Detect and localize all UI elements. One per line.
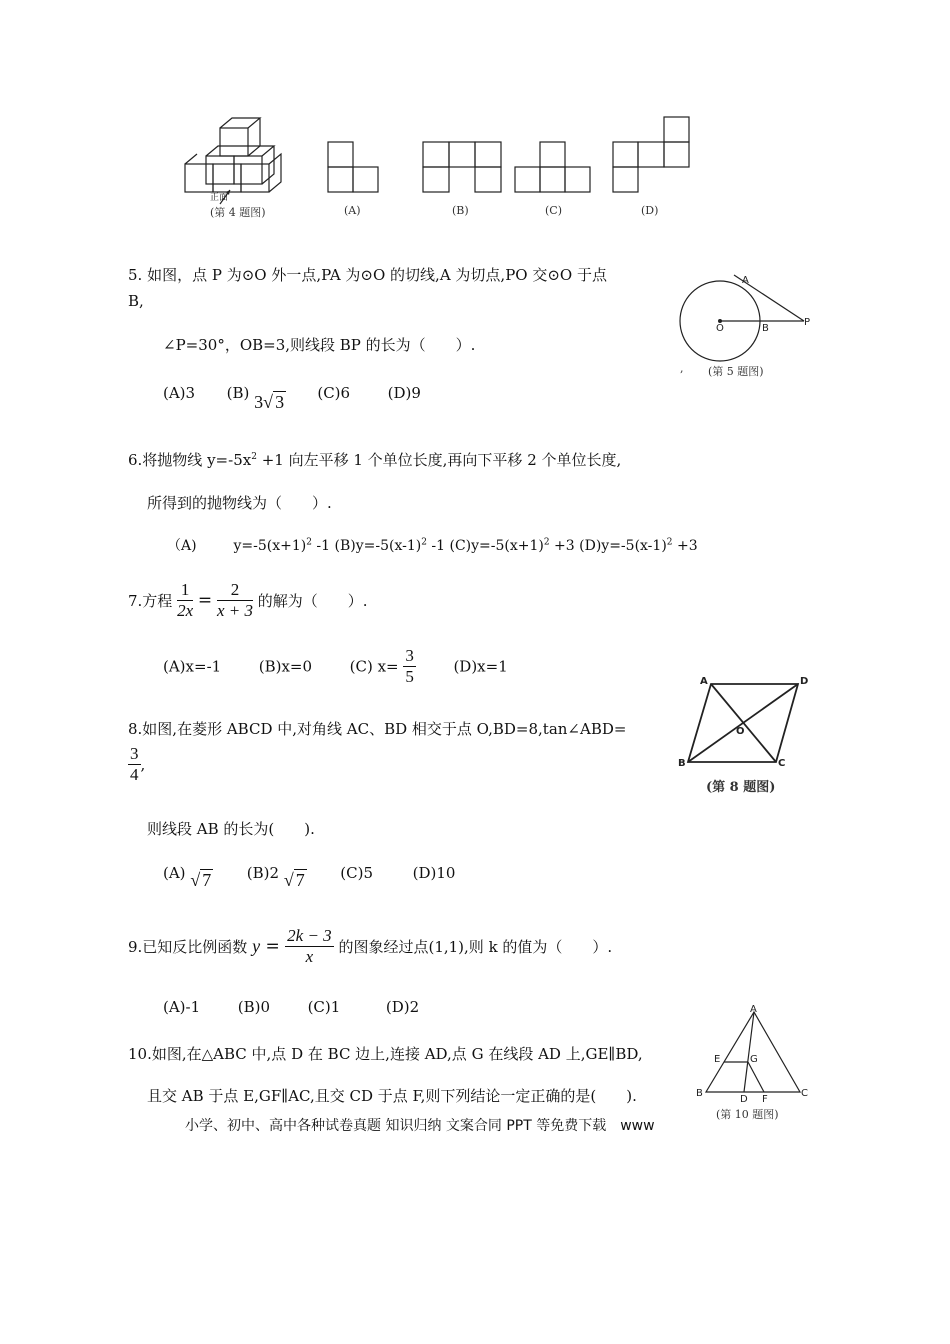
q5-point-p: P	[804, 317, 811, 328]
q8-option-b-label: (B)2	[246, 864, 280, 882]
q5-line2: ∠P=30°，OB=3,则线段 BP 的长为（ ）.	[163, 336, 476, 354]
q5-option-a: (A)3	[163, 384, 196, 402]
q7-option-d: (D)x=1	[453, 657, 508, 676]
q8-point-a: A	[700, 676, 708, 687]
q7-rhs-fraction: $\frac{2}{x + 3}$	[216, 580, 253, 620]
q4-option-a: (A)	[344, 204, 361, 217]
q10-point-g: G	[750, 1054, 758, 1065]
q5-option-b-value: 3√ 3	[254, 392, 285, 412]
q4-front-label: 正面	[210, 193, 229, 203]
q8-tan-fraction: $\frac{3}{4}$	[130, 744, 139, 784]
q5-point-o: O	[716, 323, 724, 334]
q9-options	[163, 998, 419, 1016]
q7-lhs-fraction: $\frac{1}{2x}$	[177, 580, 194, 620]
q4-option-d: (D)	[641, 204, 659, 217]
q7-stem: 7.方程 $\frac{1}{2x}$ = $\frac{2}{x + 3}$ 的解为（ ）.	[128, 580, 368, 620]
q8-fraction-line: $\frac{3}{4}$ ,	[130, 744, 146, 784]
q6-line2: 所得到的抛物线为（ ）.	[147, 494, 332, 512]
q6-line1: 6.将抛物线 $y=-5x^2 +1$ 向左平移 1 个单位长度,再向下平移 2 个单位长度,	[128, 451, 622, 469]
q7-option-b: (B)x=0	[258, 657, 313, 676]
q9-option-d: (D)2	[385, 998, 420, 1016]
q9-fraction: $\frac{2k - 3}{x}$	[287, 926, 332, 966]
q9-option-b: (B)0	[237, 998, 270, 1016]
q7-option-c-label: (C) x=	[349, 657, 399, 676]
q5-fig-caption: (第 5 题图)	[708, 365, 764, 378]
q5-figure	[672, 270, 822, 382]
q8-option-a-label: (A)	[163, 864, 186, 882]
q6-option-c: $(C)y=-5(x+1)^2 +3$	[449, 537, 575, 554]
q10-figure	[694, 1004, 814, 1126]
q7-option-a: (A)x=-1	[163, 657, 222, 676]
q5-fig-comma: ,	[680, 362, 684, 375]
q4-caption: (第 4 题图)	[210, 206, 266, 219]
q5-line1b: B,	[128, 292, 144, 310]
q4-option-b: (B)	[452, 204, 469, 217]
q10-point-d: D	[740, 1094, 748, 1105]
q9-option-a: (A)-1	[163, 998, 201, 1016]
q10-point-b: B	[696, 1088, 703, 1099]
q5-option-c: (C)6	[317, 384, 351, 402]
q10-point-f: F	[762, 1094, 768, 1105]
q8-figure	[676, 674, 826, 798]
q8-line2: 则线段 AB 的长为( ).	[147, 820, 315, 838]
q8-point-o: O	[736, 726, 745, 737]
q8-options	[163, 862, 456, 890]
q6-option-a: $y=-5(x+1)^2$ -1	[233, 537, 331, 554]
q10-line2: 且交 AB 于点 E,GF∥AC,且交 CD 于点 F,则下列结论一定正确的是( ).	[147, 1087, 637, 1105]
q5-line1: 5. 如图，点 P 为⊙O 外一点,PA 为⊙O 的切线,A 为切点,PO 交⊙O 于点	[128, 266, 607, 284]
q8-point-b: B	[678, 758, 686, 769]
q5-options	[163, 382, 421, 412]
q9-option-c: (C)1	[307, 998, 341, 1016]
q10-point-c: C	[801, 1088, 808, 1099]
q10-point-e: E	[714, 1054, 721, 1065]
q7-option-c-fraction: $\frac{3}{5}$	[405, 646, 414, 686]
q8-option-d: (D)10	[412, 864, 456, 882]
q10-point-a: A	[750, 1004, 757, 1015]
q8-option-c: (C)5	[340, 864, 374, 882]
q8-fig-caption: (第 8 题图)	[706, 780, 776, 795]
q9-stem: 9.已知反比例函数 y = $\frac{2k - 3}{x}$ 的图象经过点(1,1),则 k 的值为（ ）.	[128, 926, 613, 966]
q8-line1: 8.如图,在菱形 ABCD 中,对角线 AC、BD 相交于点 O,BD=8,tan∠ABD=	[128, 720, 627, 738]
q6-option-b: $(B)y=-5(x-1)^2$ -1	[334, 537, 446, 554]
q4-figure	[180, 112, 700, 224]
q4-option-c: (C)	[545, 204, 562, 217]
q5-option-d: (D)9	[387, 384, 421, 402]
q8-option-b-value: √ 7	[283, 870, 305, 890]
q6-option-a-label: （A)	[167, 538, 197, 554]
q8-option-a-value: √ 7	[190, 870, 212, 890]
q6-options	[167, 535, 698, 555]
q8-point-d: D	[800, 676, 809, 687]
q10-fig-caption: (第 10 题图)	[716, 1108, 779, 1121]
q6-option-d: $(D)y=-5(x-1)^2 +3$	[579, 537, 698, 554]
q5-option-b-label: (B)	[226, 384, 250, 402]
q10-line1: 10.如图,在△ABC 中,点 D 在 BC 边上,连接 AD,点 G 在线段 AD 上,GE∥BD,	[128, 1045, 643, 1063]
q5-point-b: B	[762, 323, 769, 334]
q5-point-a: A	[742, 275, 749, 286]
q8-point-c: C	[778, 758, 786, 769]
footer-watermark-text: 小学、初中、高中各种试卷真题 知识归纳 文案合同 PPT 等免费下载 www	[185, 1118, 655, 1134]
q7-options	[163, 646, 508, 687]
